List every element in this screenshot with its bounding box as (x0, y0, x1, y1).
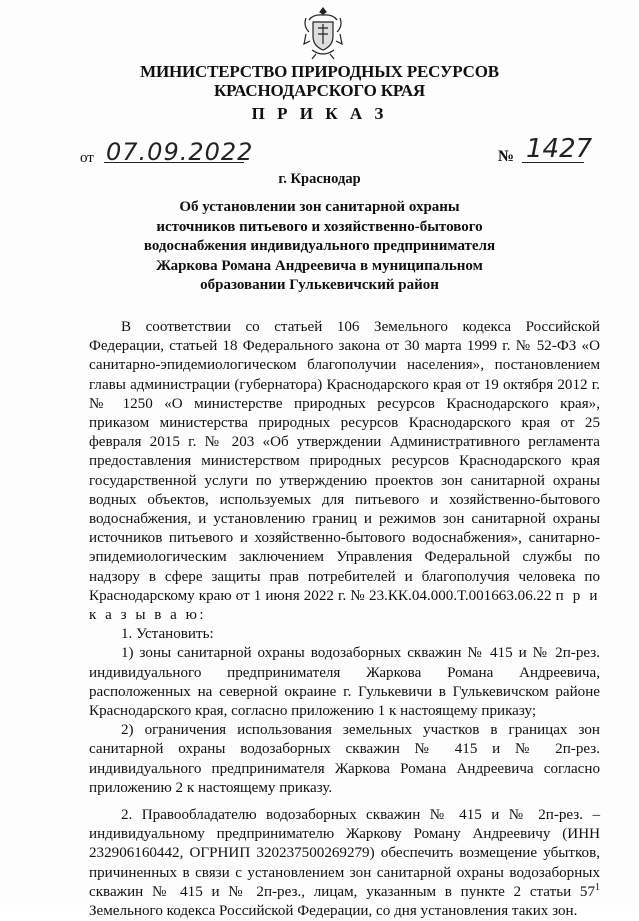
order-title: П Р И К А З (251, 104, 388, 123)
preamble-text: В соответствии со статьей 106 Земельного кодекса Российской Федерации, статьей 18 Федерального закона от 30 марта 1999 г. № 52-ФЗ «О санитарно-эпидемиологическом благополучии населения», постановлением главы администрации (губернатора) Краснодарского края от 19 октября 2012 г. № 1250 «О министерстве природных ресурсов Краснодарского края», приказом министерства природных ресурсов Краснодарского края от 25 февраля 2015 г. № 203 «Об утверждении Административного регламента предоставления министерством природных ресурсов Краснодарского края государственной услуги по утверждению проектов зон санитарной охраны водных объектов, используемых для питьевого и хозяйственно-бытового водоснабжения, и установлению границ и режимов зон санитарной охраны источников питьевого и хозяйственно-бытового водоснабжения», санитарно-эпидемиологическим заключением Управления Федеральной службы по надзору в сфере защиты прав потребителей и благополучия человека по Краснодарскому краю от 1 июня 2022 г. № 23.КК.04.000.Т.001663.06.22 (89, 319, 600, 604)
number-prefix: № (498, 148, 515, 165)
subject-line: Жаркова Романа Андреевича в муниципальном (156, 257, 483, 274)
order-subject (110, 198, 529, 296)
preamble-paragraph (89, 318, 600, 625)
ministry-name-line1: МИНИСТЕРСТВО ПРИРОДНЫХ РЕСУРСОВ (140, 62, 499, 81)
orders-word: п р и к а з ы в а ю: (89, 587, 600, 624)
order-body (89, 318, 600, 921)
order-number: 1427 (526, 134, 593, 164)
subject-line: Об установлении зон санитарной охраны (179, 199, 460, 215)
item-2-text-end: Земельного кодекса Российской Федерации, со дня установления таких зон. (89, 903, 578, 920)
subject-line: водоснабжения индивидуального предпринимателя (143, 238, 496, 254)
number-underline (522, 162, 584, 163)
ministry-name-line2: КРАСНОДАРСКОГО КРАЯ (214, 81, 425, 100)
city-label: г. Краснодар (278, 171, 361, 187)
item-2-text: 2. Правообладателю водозаборных скважин № 415 и № 2п-рез. – индивидуальному предпринимателю Жаркову Роману Андреевичу (ИНН 232906160442, ОГРНИП 320237500269279) обеспечить возмещение убытков, причиненных в связи с установлением зон санитарной охраны водозаборных скважин № 415 и № 2п-рез., лицам, указанным в пункте 2 статьи 57 (89, 807, 600, 900)
article-superscript: 1 (595, 881, 600, 893)
subject-line: источников питьевого и хозяйственно-бытового (156, 218, 483, 235)
date-prefix: от (80, 150, 94, 166)
date-underline (104, 162, 244, 163)
item-2-paragraph (89, 806, 600, 921)
item-1-1-paragraph: 1) зоны санитарной охраны водозаборных скважин № 415 и № 2п-рез. индивидуального предпринимателя Жаркова Романа Андреевича, расположенных на северной окраине г. Гулькевичи в Гулькевичском районе Краснодарского края, согласно приложению 1 к настоящему приказу; (89, 645, 600, 720)
item-1-2-paragraph: 2) ограничения использования земельных участков в границах зон санитарной охраны водозаборных скважин № 415 и № 2п-рез. индивидуального предпринимателя Жаркова Романа Андреевича согласно приложению 2 к настоящему приказу. (89, 722, 600, 796)
item-1-heading: 1. Установить: (121, 626, 214, 643)
order-date: 07.09.2022 (106, 138, 254, 166)
coat-of-arms-icon (300, 4, 346, 60)
ministry-name (60, 62, 579, 100)
subject-line: образовании Гулькевичский район (200, 277, 439, 293)
order-date-number-row (80, 134, 600, 170)
